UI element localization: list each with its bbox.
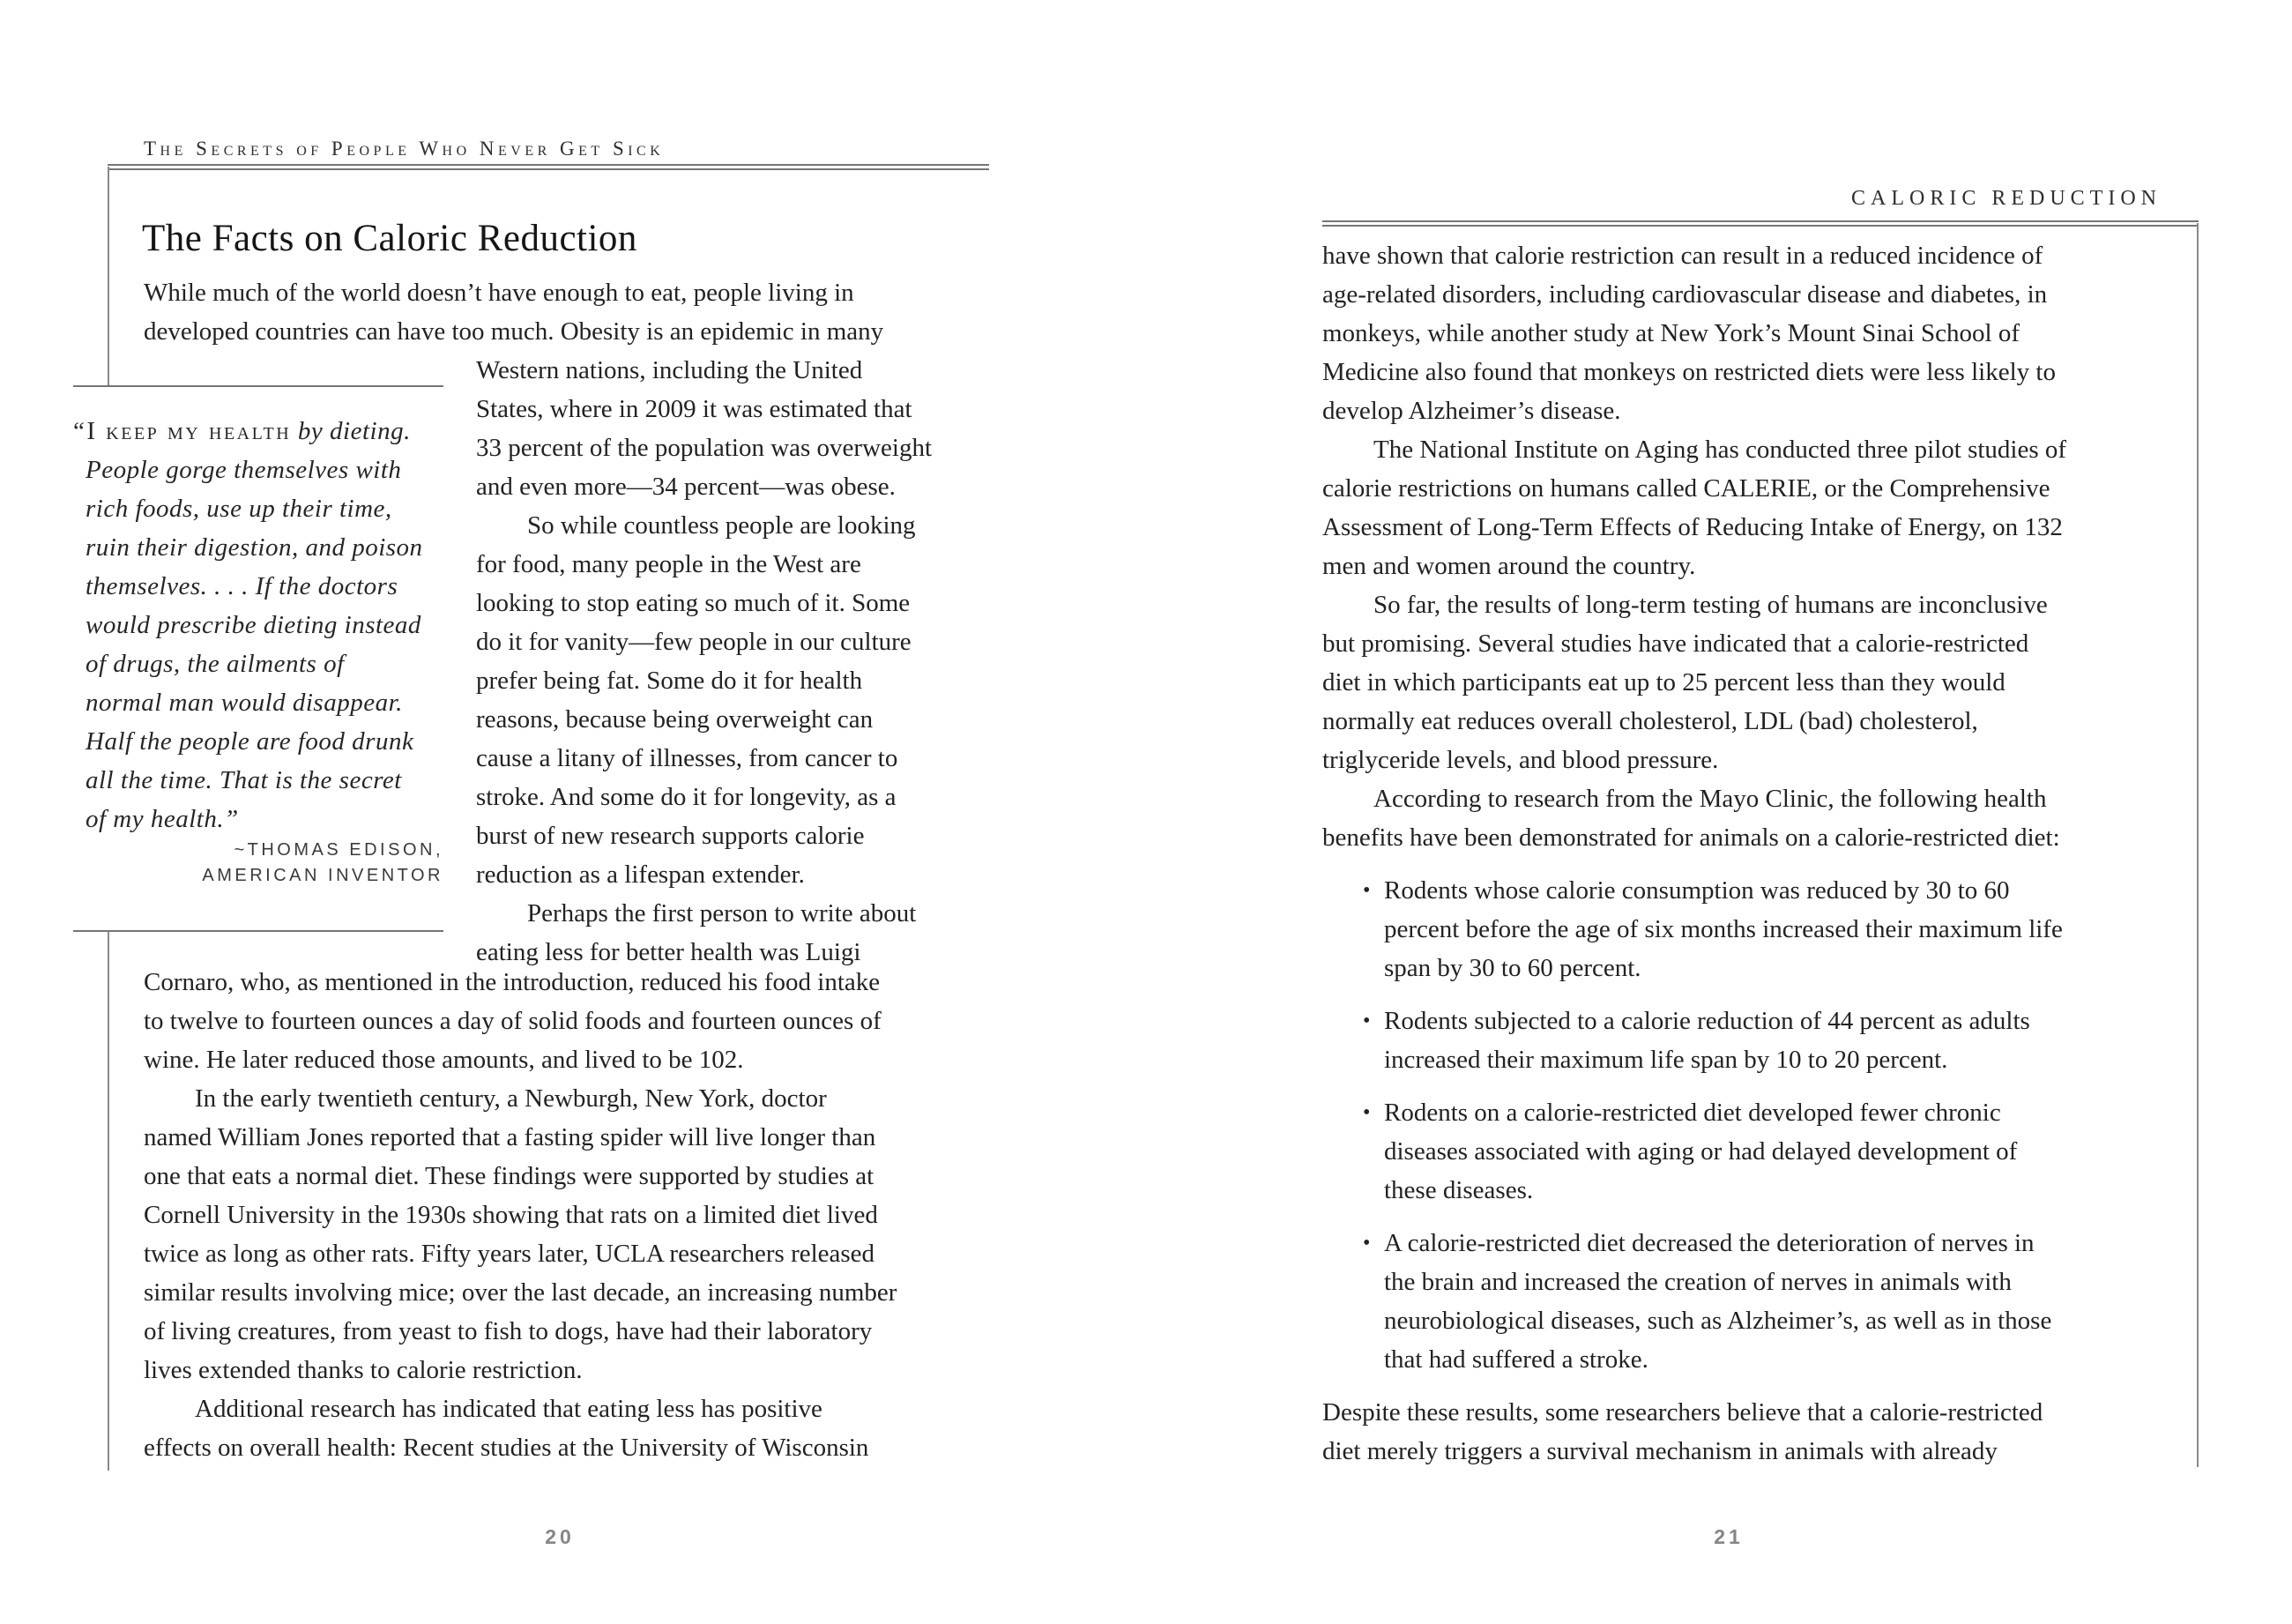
text-line: reduction as a lifespan extender.	[476, 860, 805, 889]
text-line: develop Alzheimer’s disease.	[1322, 397, 1621, 425]
pull-quote-bottom-rule	[73, 930, 443, 932]
text-line: have shown that calorie restriction can result in a reduced incidence of	[1322, 242, 2043, 270]
text-line: Medicine also found that monkeys on restricted diets were less likely to	[1322, 358, 2056, 386]
text-line: twice as long as other rats. Fifty years later, UCLA researchers released	[144, 1240, 875, 1268]
text-line: reasons, because being overweight can	[476, 705, 874, 734]
text-line: Western nations, including the United	[476, 356, 863, 384]
text-line: States, where in 2009 it was estimated that	[476, 395, 912, 423]
text-line: all the time. That is the secret	[86, 766, 402, 794]
text-line: In the early twentieth century, a Newburgh, New York, doctor	[195, 1084, 827, 1113]
text-line: that had suffered a stroke.	[1384, 1345, 1648, 1374]
left-margin-rule-upper	[108, 167, 109, 385]
text-line: normally eat reduces overall cholesterol, LDL (bad) cholesterol,	[1322, 707, 1978, 735]
text-line: So far, the results of long-term testing of humans are inconclusive	[1373, 591, 2048, 619]
text-line: diet merely triggers a survival mechanism in animals with already	[1322, 1437, 1998, 1465]
text-line: monkeys, while another study at New York’s Mount Sinai School of	[1322, 319, 2020, 347]
bullet-icon: •	[1363, 1101, 1371, 1124]
text-line: calorie restrictions on humans called CALERIE, or the Comprehensive	[1322, 474, 2050, 503]
text-line: According to research from the Mayo Clinic, the following health	[1373, 785, 2047, 813]
left-page-number: 20	[545, 1525, 575, 1548]
text-line: A calorie-restricted diet decreased the deterioration of nerves in	[1384, 1229, 2035, 1257]
text-line: wine. He later reduced those amounts, and lived to be 102.	[144, 1046, 744, 1074]
text-line: of my health.”	[86, 805, 239, 833]
text-line: cause a litany of illnesses, from cancer to	[476, 744, 898, 772]
left-intro-paragraph	[144, 273, 883, 351]
text-line: prefer being fat. Some do it for health	[476, 667, 863, 695]
text-line: would prescribe dieting instead	[86, 611, 421, 639]
pull-quote-smallcaps: “I keep my health	[73, 417, 292, 445]
text-line: Assessment of Long-Term Effects of Reducing Intake of Energy, on 132	[1322, 513, 2063, 541]
text-line: do it for vanity—few people in our culture	[476, 628, 912, 656]
text-line: lives extended thanks to calorie restriction.	[144, 1356, 583, 1384]
pull-quote-lines	[73, 451, 461, 838]
right-margin-rule	[2197, 223, 2199, 1467]
text-line: benefits have been demonstrated for animals on a calorie-restricted diet:	[1322, 823, 2060, 852]
text-line: So while countless people are looking	[527, 511, 916, 540]
bullet-icon: •	[1363, 1232, 1371, 1255]
text-line: similar results involving mice; over the last decade, an increasing number	[144, 1278, 897, 1307]
text-line: Rodents on a calorie-restricted diet developed fewer chronic	[1384, 1099, 2001, 1127]
attribution-role: AMERICAN INVENTOR	[202, 866, 443, 885]
text-line: looking to stop eating so much of it. Some	[476, 589, 911, 617]
text-line: and even more—34 percent—was obese.	[476, 473, 896, 501]
text-line: effects on overall health: Recent studies at the University of Wisconsin	[144, 1434, 869, 1462]
text-line: themselves. . . . If the doctors	[86, 572, 398, 600]
left-body-paragraphs	[144, 963, 897, 1467]
text-line: but promising. Several studies have indicated that a calorie-restricted	[1322, 629, 2029, 658]
text-line: Despite these results, some researchers believe that a calorie-restricted	[1322, 1398, 2043, 1427]
pull-quote-attribution	[73, 838, 443, 889]
text-line: Rodents whose calorie consumption was reduced by 30 to 60	[1384, 876, 2010, 905]
text-line: one that eats a normal diet. These findings were supported by studies at	[144, 1162, 874, 1190]
text-line: Additional research has indicated that eating less has positive	[195, 1395, 822, 1423]
bullet-icon: •	[1363, 879, 1371, 902]
left-running-header: The Secrets of People Who Never Get Sick	[144, 138, 665, 160]
bullet-icon: •	[1363, 1009, 1371, 1032]
text-line: neurobiological diseases, such as Alzheimer’s, as well as in those	[1384, 1307, 2052, 1335]
pull-quote-lead-line	[73, 412, 461, 451]
pull-quote-lead-italic: by dieting.	[291, 417, 411, 445]
text-line: rich foods, use up their time,	[86, 495, 392, 523]
text-line: increased their maximum life span by 10 to 20 percent.	[1384, 1046, 1948, 1074]
text-line: age-related disorders, including cardiovascular disease and diabetes, in	[1322, 280, 2048, 309]
text-line: Half the people are food drunk	[86, 727, 414, 756]
text-line: for food, many people in the West are	[476, 550, 861, 578]
text-line: Cornaro, who, as mentioned in the introduction, reduced his food intake	[144, 968, 881, 996]
left-margin-rule-lower	[108, 930, 109, 1471]
text-line: percent before the age of six months increased their maximum life	[1384, 915, 2063, 943]
text-line: While much of the world doesn’t have enough to eat, people living in	[144, 279, 854, 307]
text-line: Perhaps the first person to write about	[527, 899, 917, 927]
text-line: triglyceride levels, and blood pressure.	[1322, 746, 1719, 774]
left-header-double-rule	[108, 164, 989, 170]
text-line: to twelve to fourteen ounces a day of solid foods and fourteen ounces of	[144, 1007, 882, 1035]
text-line: these diseases.	[1384, 1176, 1534, 1204]
text-line: Rodents subjected to a calorie reduction of 44 percent as adults	[1384, 1007, 2030, 1035]
text-line: of drugs, the ailments of	[86, 650, 345, 678]
text-line: 33 percent of the population was overweight	[476, 434, 933, 462]
bullet-item	[1363, 1093, 2174, 1210]
text-line: the brain and increased the creation of nerves in animals with	[1384, 1268, 2012, 1296]
left-wrapped-column	[476, 351, 932, 972]
pull-quote-top-rule	[73, 385, 443, 387]
text-line: ruin their digestion, and poison	[86, 533, 423, 562]
bullet-item	[1363, 1224, 2174, 1379]
right-body-paragraphs	[1322, 236, 2066, 857]
bullet-item	[1363, 1002, 2174, 1079]
bullet-item	[1363, 871, 2174, 987]
text-line: named William Jones reported that a fasting spider will live longer than	[144, 1123, 876, 1151]
text-line: People gorge themselves with	[86, 456, 402, 484]
text-line: of living creatures, from yeast to fish to dogs, have had their laboratory	[144, 1317, 873, 1345]
text-line: Cornell University in the 1930s showing that rats on a limited diet lived	[144, 1201, 878, 1229]
text-line: span by 30 to 60 percent.	[1384, 954, 1641, 982]
text-line: diseases associated with aging or had delayed development of	[1384, 1137, 2018, 1166]
attribution-name: ~THOMAS EDISON,	[234, 840, 443, 860]
right-closing-paragraph	[1322, 1393, 2043, 1471]
chapter-section-title: The Facts on Caloric Reduction	[142, 218, 637, 259]
text-line: developed countries can have too much. Obesity is an epidemic in many	[144, 317, 884, 346]
text-line: men and women around the country.	[1322, 552, 1696, 580]
text-line: diet in which participants eat up to 25 percent less than they would	[1322, 668, 2006, 697]
text-line: eating less for better health was Luigi	[476, 938, 861, 966]
pull-quote	[73, 412, 461, 838]
text-line: burst of new research supports calorie	[476, 822, 865, 850]
text-line: The National Institute on Aging has conducted three pilot studies of	[1373, 436, 2067, 464]
benefits-bullet-list	[1363, 871, 2174, 1379]
right-header-double-rule	[1322, 220, 2199, 227]
right-page-number: 21	[1714, 1525, 1744, 1548]
text-line: stroke. And some do it for longevity, as a	[476, 783, 897, 811]
text-line: normal man would disappear.	[86, 689, 403, 717]
right-running-header: CALORIC REDUCTION	[1851, 187, 2162, 210]
